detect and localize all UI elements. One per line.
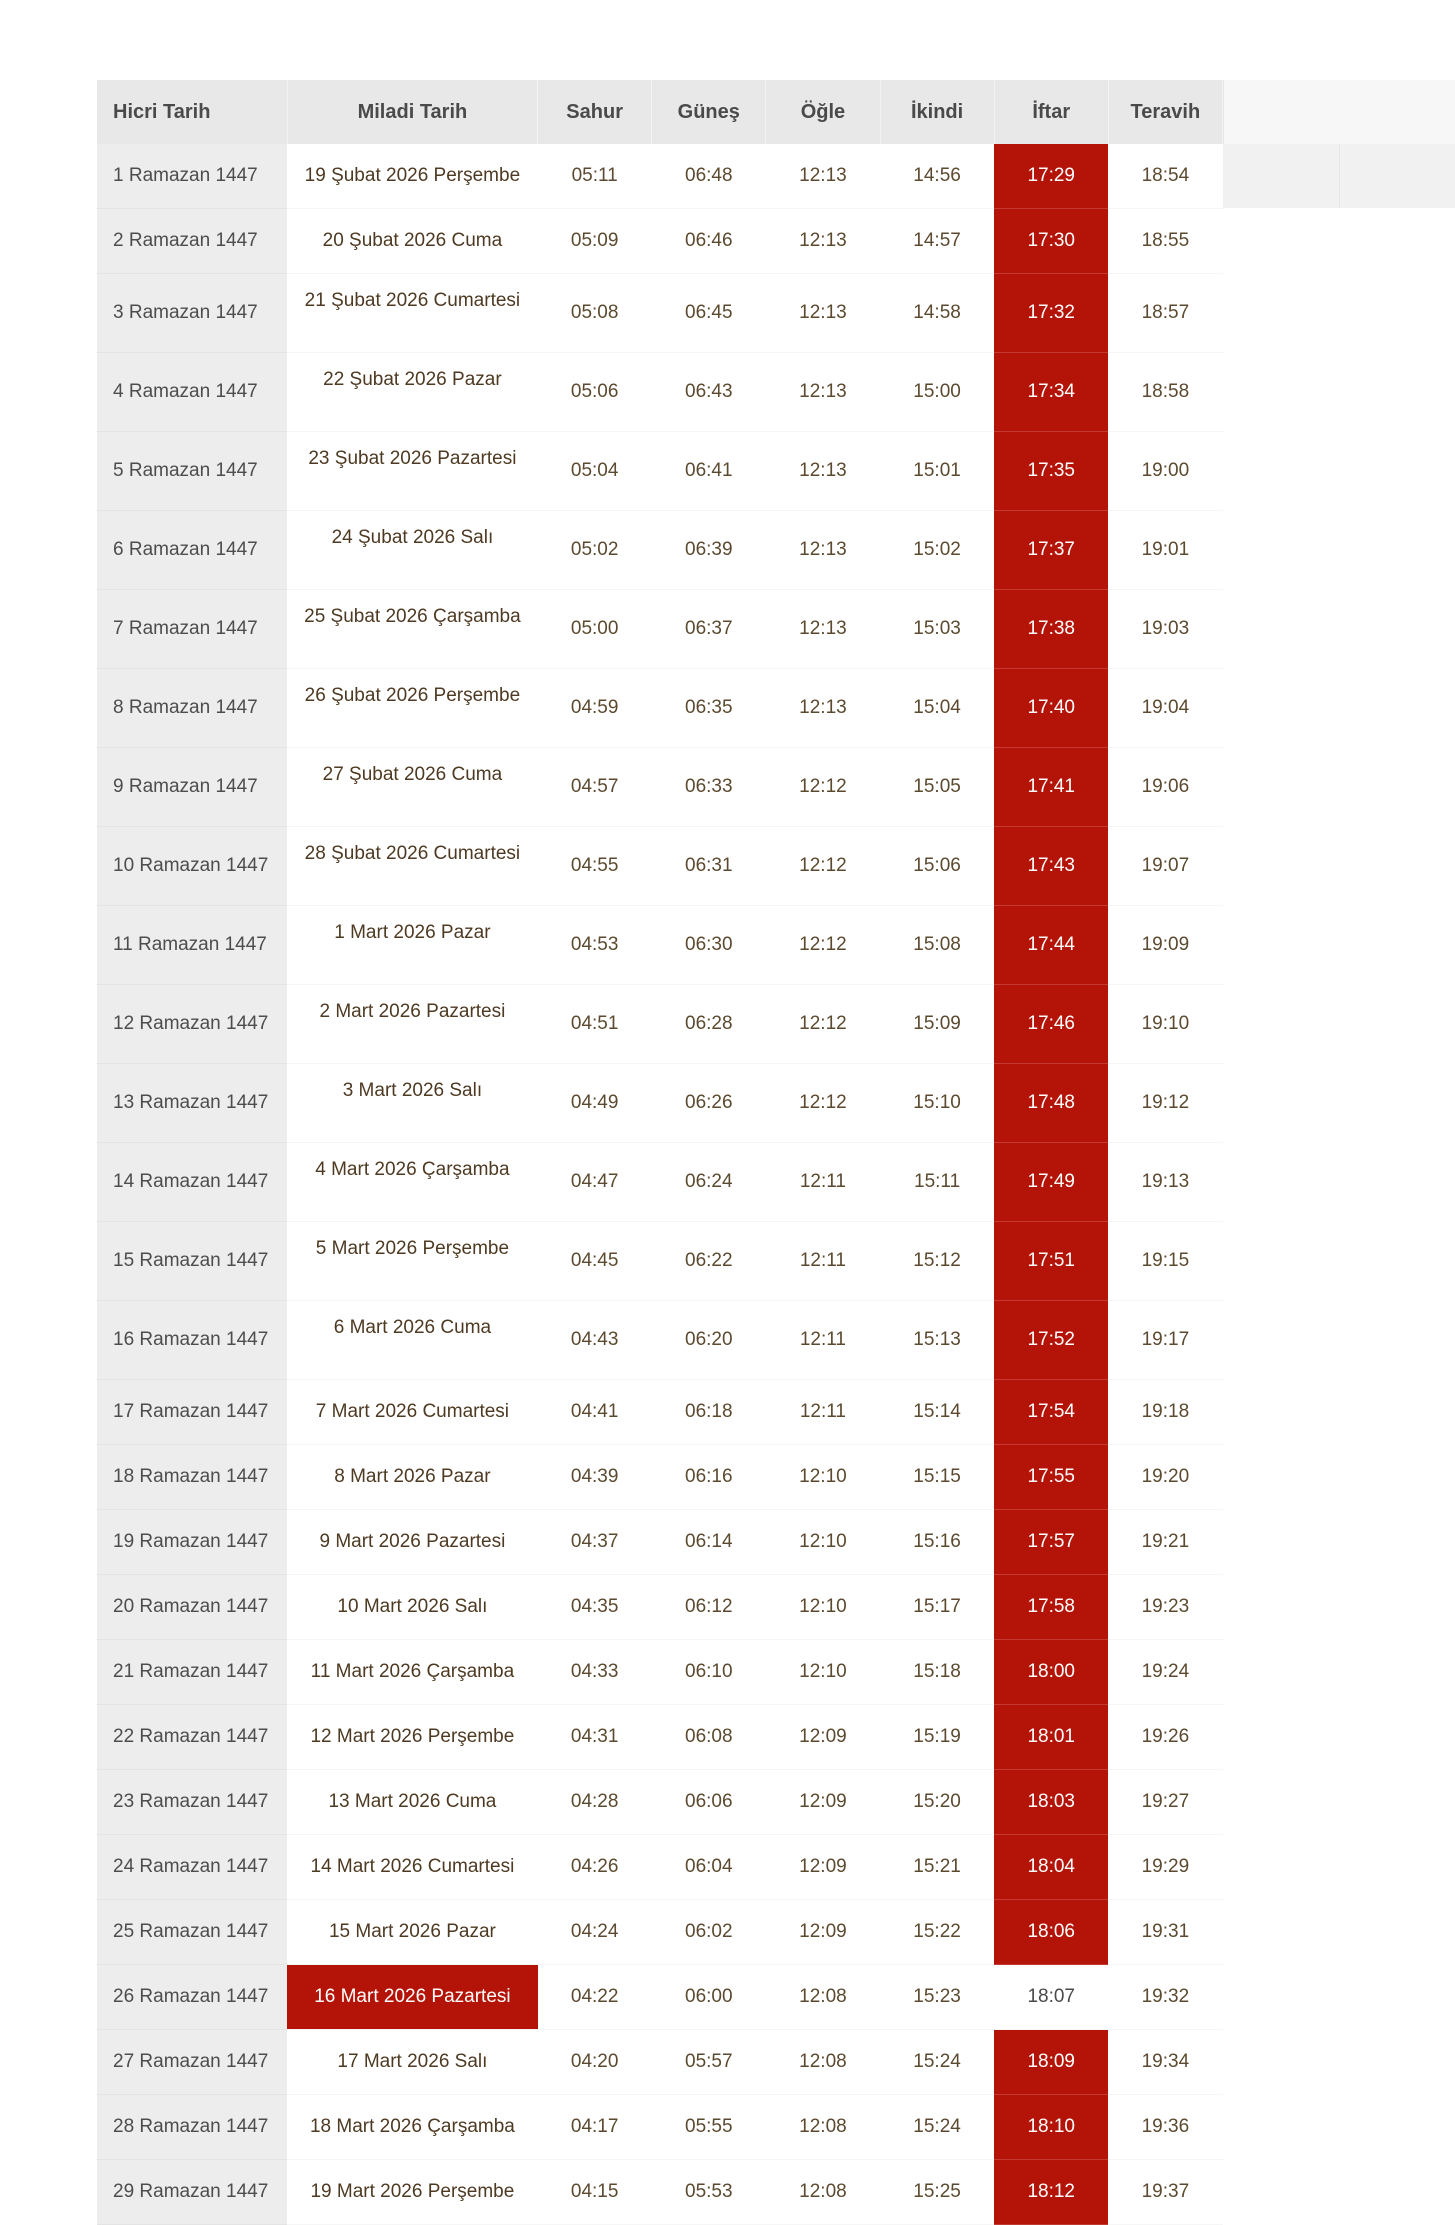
cell-gunes: 06:33 bbox=[652, 748, 766, 827]
cell-iftar: 17:30 bbox=[994, 209, 1108, 274]
cell-ikindi: 15:20 bbox=[880, 1770, 994, 1835]
table-row bbox=[97, 274, 1223, 353]
cell-teravih: 19:27 bbox=[1108, 1770, 1222, 1835]
table-row bbox=[97, 144, 1223, 209]
table-row bbox=[97, 1301, 1223, 1380]
cell-ikindi: 15:13 bbox=[880, 1301, 994, 1380]
cell-gunes: 06:24 bbox=[652, 1143, 766, 1222]
cell-ikindi: 15:11 bbox=[880, 1143, 994, 1222]
cell-sahur: 04:35 bbox=[538, 1575, 652, 1640]
cell-iftar: 17:41 bbox=[994, 748, 1108, 827]
cell-ogle: 12:12 bbox=[766, 748, 880, 827]
cell-teravih: 19:29 bbox=[1108, 1835, 1222, 1900]
table-row bbox=[97, 1510, 1223, 1575]
cell-ogle: 12:12 bbox=[766, 1064, 880, 1143]
table-row bbox=[97, 906, 1223, 985]
cell-hicri: 14 Ramazan 1447 bbox=[97, 1143, 287, 1222]
cell-teravih: 19:34 bbox=[1108, 2030, 1222, 2095]
imsakiye-table bbox=[97, 80, 1223, 2225]
cell-ogle: 12:12 bbox=[766, 985, 880, 1064]
cell-iftar: 18:09 bbox=[994, 2030, 1108, 2095]
cell-gunes: 06:22 bbox=[652, 1222, 766, 1301]
cell-ikindi: 15:04 bbox=[880, 669, 994, 748]
table-row bbox=[97, 1575, 1223, 1640]
cell-ikindi: 15:21 bbox=[880, 1835, 994, 1900]
header-miladi-tarih[interactable]: Miladi Tarih bbox=[287, 80, 537, 144]
cell-iftar: 17:46 bbox=[994, 985, 1108, 1064]
header-ikindi[interactable]: İkindi bbox=[880, 80, 994, 144]
cell-ikindi: 14:58 bbox=[880, 274, 994, 353]
cell-ogle: 12:09 bbox=[766, 1705, 880, 1770]
cell-miladi: 3 Mart 2026 Salı bbox=[287, 1064, 537, 1143]
table-row bbox=[97, 1064, 1223, 1143]
table-row bbox=[97, 1965, 1223, 2030]
cell-hicri: 5 Ramazan 1447 bbox=[97, 432, 287, 511]
cell-miladi: 9 Mart 2026 Pazartesi bbox=[287, 1510, 537, 1575]
cell-ogle: 12:13 bbox=[766, 144, 880, 209]
cell-hicri: 26 Ramazan 1447 bbox=[97, 1965, 287, 2030]
cell-iftar: 17:34 bbox=[994, 353, 1108, 432]
hidden-column-cell bbox=[1223, 144, 1455, 208]
cell-miladi: 12 Mart 2026 Perşembe bbox=[287, 1705, 537, 1770]
cell-teravih: 18:55 bbox=[1108, 209, 1222, 274]
cell-sahur: 05:02 bbox=[538, 511, 652, 590]
cell-sahur: 05:04 bbox=[538, 432, 652, 511]
cell-ikindi: 15:16 bbox=[880, 1510, 994, 1575]
cell-teravih: 19:23 bbox=[1108, 1575, 1222, 1640]
cell-teravih: 19:12 bbox=[1108, 1064, 1222, 1143]
cell-sahur: 04:24 bbox=[538, 1900, 652, 1965]
imsakiye-table-container bbox=[97, 80, 1223, 2225]
table-body bbox=[97, 144, 1223, 2225]
cell-gunes: 06:37 bbox=[652, 590, 766, 669]
cell-sahur: 05:11 bbox=[538, 144, 652, 209]
cell-ikindi: 15:12 bbox=[880, 1222, 994, 1301]
table-row bbox=[97, 1900, 1223, 1965]
cell-hicri: 21 Ramazan 1447 bbox=[97, 1640, 287, 1705]
cell-ikindi: 15:00 bbox=[880, 353, 994, 432]
cell-ogle: 12:13 bbox=[766, 432, 880, 511]
cell-gunes: 06:08 bbox=[652, 1705, 766, 1770]
cell-hicri: 17 Ramazan 1447 bbox=[97, 1380, 287, 1445]
cell-miladi: 11 Mart 2026 Çarşamba bbox=[287, 1640, 537, 1705]
cell-teravih: 19:04 bbox=[1108, 669, 1222, 748]
cell-hicri: 24 Ramazan 1447 bbox=[97, 1835, 287, 1900]
cell-sahur: 04:53 bbox=[538, 906, 652, 985]
cell-ogle: 12:13 bbox=[766, 669, 880, 748]
cell-teravih: 19:31 bbox=[1108, 1900, 1222, 1965]
table-row bbox=[97, 1640, 1223, 1705]
cell-ikindi: 14:57 bbox=[880, 209, 994, 274]
cell-gunes: 06:10 bbox=[652, 1640, 766, 1705]
cell-iftar: 18:01 bbox=[994, 1705, 1108, 1770]
cell-miladi: 27 Şubat 2026 Cuma bbox=[287, 748, 537, 827]
cell-ogle: 12:10 bbox=[766, 1575, 880, 1640]
cell-miladi: 2 Mart 2026 Pazartesi bbox=[287, 985, 537, 1064]
cell-hicri: 3 Ramazan 1447 bbox=[97, 274, 287, 353]
cell-teravih: 19:18 bbox=[1108, 1380, 1222, 1445]
table-row bbox=[97, 2160, 1223, 2225]
table-row bbox=[97, 209, 1223, 274]
cell-teravih: 19:26 bbox=[1108, 1705, 1222, 1770]
cell-miladi: 18 Mart 2026 Çarşamba bbox=[287, 2095, 537, 2160]
cell-miladi: 13 Mart 2026 Cuma bbox=[287, 1770, 537, 1835]
cell-hicri: 29 Ramazan 1447 bbox=[97, 2160, 287, 2225]
cell-miladi: 19 Şubat 2026 Perşembe bbox=[287, 144, 537, 209]
table-row bbox=[97, 511, 1223, 590]
cell-sahur: 04:41 bbox=[538, 1380, 652, 1445]
cell-teravih: 19:32 bbox=[1108, 1965, 1222, 2030]
cell-hicri: 2 Ramazan 1447 bbox=[97, 209, 287, 274]
cell-teravih: 19:00 bbox=[1108, 432, 1222, 511]
cell-hicri: 8 Ramazan 1447 bbox=[97, 669, 287, 748]
cell-iftar: 18:04 bbox=[994, 1835, 1108, 1900]
cell-gunes: 06:20 bbox=[652, 1301, 766, 1380]
cell-teravih: 19:36 bbox=[1108, 2095, 1222, 2160]
cell-iftar: 17:44 bbox=[994, 906, 1108, 985]
cell-miladi: 17 Mart 2026 Salı bbox=[287, 2030, 537, 2095]
cell-hicri: 18 Ramazan 1447 bbox=[97, 1445, 287, 1510]
cell-miladi: 15 Mart 2026 Pazar bbox=[287, 1900, 537, 1965]
cell-iftar: 17:43 bbox=[994, 827, 1108, 906]
cell-gunes: 06:30 bbox=[652, 906, 766, 985]
cell-hicri: 10 Ramazan 1447 bbox=[97, 827, 287, 906]
cell-iftar: 18:03 bbox=[994, 1770, 1108, 1835]
cell-ikindi: 15:06 bbox=[880, 827, 994, 906]
cell-sahur: 04:17 bbox=[538, 2095, 652, 2160]
cell-gunes: 06:04 bbox=[652, 1835, 766, 1900]
cell-teravih: 19:37 bbox=[1108, 2160, 1222, 2225]
header-sahur[interactable]: Sahur bbox=[538, 80, 652, 144]
cell-teravih: 19:21 bbox=[1108, 1510, 1222, 1575]
cell-gunes: 05:57 bbox=[652, 2030, 766, 2095]
cell-hicri: 1 Ramazan 1447 bbox=[97, 144, 287, 209]
cell-ikindi: 15:05 bbox=[880, 748, 994, 827]
cell-sahur: 04:51 bbox=[538, 985, 652, 1064]
cell-iftar: 18:00 bbox=[994, 1640, 1108, 1705]
cell-sahur: 05:00 bbox=[538, 590, 652, 669]
cell-ogle: 12:13 bbox=[766, 590, 880, 669]
cell-ogle: 12:13 bbox=[766, 353, 880, 432]
cell-ikindi: 15:09 bbox=[880, 985, 994, 1064]
header-hicri-tarih[interactable]: Hicri Tarih bbox=[97, 80, 287, 144]
cell-sahur: 04:20 bbox=[538, 2030, 652, 2095]
cell-gunes: 06:14 bbox=[652, 1510, 766, 1575]
cell-sahur: 04:26 bbox=[538, 1835, 652, 1900]
cell-miladi: 1 Mart 2026 Pazar bbox=[287, 906, 537, 985]
cell-sahur: 05:06 bbox=[538, 353, 652, 432]
cell-gunes: 06:02 bbox=[652, 1900, 766, 1965]
cell-gunes: 06:45 bbox=[652, 274, 766, 353]
cell-sahur: 04:47 bbox=[538, 1143, 652, 1222]
cell-iftar: 17:48 bbox=[994, 1064, 1108, 1143]
cell-sahur: 04:45 bbox=[538, 1222, 652, 1301]
cell-hicri: 20 Ramazan 1447 bbox=[97, 1575, 287, 1640]
cell-ikindi: 15:24 bbox=[880, 2095, 994, 2160]
cell-hicri: 9 Ramazan 1447 bbox=[97, 748, 287, 827]
cell-ikindi: 15:22 bbox=[880, 1900, 994, 1965]
cell-gunes: 06:12 bbox=[652, 1575, 766, 1640]
cell-iftar: 18:10 bbox=[994, 2095, 1108, 2160]
cell-hicri: 23 Ramazan 1447 bbox=[97, 1770, 287, 1835]
table-row bbox=[97, 669, 1223, 748]
cell-ogle: 12:09 bbox=[766, 1770, 880, 1835]
cell-miladi: 14 Mart 2026 Cumartesi bbox=[287, 1835, 537, 1900]
table-row bbox=[97, 432, 1223, 511]
cell-iftar: 17:32 bbox=[994, 274, 1108, 353]
cell-ogle: 12:10 bbox=[766, 1510, 880, 1575]
header-teravih[interactable]: Teravih bbox=[1108, 80, 1222, 144]
cell-gunes: 06:28 bbox=[652, 985, 766, 1064]
cell-miladi: 6 Mart 2026 Cuma bbox=[287, 1301, 537, 1380]
cell-ikindi: 15:23 bbox=[880, 1965, 994, 2030]
cell-hicri: 7 Ramazan 1447 bbox=[97, 590, 287, 669]
cell-iftar: 17:35 bbox=[994, 432, 1108, 511]
cell-sahur: 04:31 bbox=[538, 1705, 652, 1770]
cell-hicri: 19 Ramazan 1447 bbox=[97, 1510, 287, 1575]
table-row bbox=[97, 2095, 1223, 2160]
cell-teravih: 19:06 bbox=[1108, 748, 1222, 827]
cell-ogle: 12:11 bbox=[766, 1222, 880, 1301]
table-row bbox=[97, 748, 1223, 827]
cell-ogle: 12:11 bbox=[766, 1301, 880, 1380]
cell-gunes: 05:55 bbox=[652, 2095, 766, 2160]
cell-ikindi: 15:15 bbox=[880, 1445, 994, 1510]
table-row bbox=[97, 1445, 1223, 1510]
cell-hicri: 25 Ramazan 1447 bbox=[97, 1900, 287, 1965]
header-row bbox=[97, 80, 1223, 144]
cell-ikindi: 15:03 bbox=[880, 590, 994, 669]
cell-teravih: 18:58 bbox=[1108, 353, 1222, 432]
cell-miladi: 7 Mart 2026 Cumartesi bbox=[287, 1380, 537, 1445]
cell-iftar: 17:49 bbox=[994, 1143, 1108, 1222]
cell-hicri: 15 Ramazan 1447 bbox=[97, 1222, 287, 1301]
cell-iftar: 17:40 bbox=[994, 669, 1108, 748]
cell-hicri: 16 Ramazan 1447 bbox=[97, 1301, 287, 1380]
cell-miladi: 16 Mart 2026 Pazartesi bbox=[287, 1965, 537, 2030]
cell-miladi: 22 Şubat 2026 Pazar bbox=[287, 353, 537, 432]
cell-sahur: 04:43 bbox=[538, 1301, 652, 1380]
cell-iftar: 17:52 bbox=[994, 1301, 1108, 1380]
cell-miladi: 28 Şubat 2026 Cumartesi bbox=[287, 827, 537, 906]
cell-gunes: 06:06 bbox=[652, 1770, 766, 1835]
cell-sahur: 05:09 bbox=[538, 209, 652, 274]
cell-iftar: 17:29 bbox=[994, 144, 1108, 209]
cell-miladi: 8 Mart 2026 Pazar bbox=[287, 1445, 537, 1510]
cell-gunes: 06:48 bbox=[652, 144, 766, 209]
cell-gunes: 06:26 bbox=[652, 1064, 766, 1143]
cell-miladi: 25 Şubat 2026 Çarşamba bbox=[287, 590, 537, 669]
cell-ogle: 12:11 bbox=[766, 1380, 880, 1445]
cell-teravih: 19:15 bbox=[1108, 1222, 1222, 1301]
cell-sahur: 04:22 bbox=[538, 1965, 652, 2030]
cell-sahur: 04:59 bbox=[538, 669, 652, 748]
cell-iftar: 18:06 bbox=[994, 1900, 1108, 1965]
hidden-column-header bbox=[1223, 80, 1455, 144]
cell-miladi: 10 Mart 2026 Salı bbox=[287, 1575, 537, 1640]
cell-sahur: 04:33 bbox=[538, 1640, 652, 1705]
cell-miladi: 5 Mart 2026 Perşembe bbox=[287, 1222, 537, 1301]
cell-hicri: 28 Ramazan 1447 bbox=[97, 2095, 287, 2160]
cell-teravih: 19:24 bbox=[1108, 1640, 1222, 1705]
cell-ogle: 12:12 bbox=[766, 906, 880, 985]
cell-iftar: 17:54 bbox=[994, 1380, 1108, 1445]
cell-gunes: 06:31 bbox=[652, 827, 766, 906]
table-row bbox=[97, 1705, 1223, 1770]
table-row bbox=[97, 1835, 1223, 1900]
cell-miladi: 26 Şubat 2026 Perşembe bbox=[287, 669, 537, 748]
cell-ikindi: 15:14 bbox=[880, 1380, 994, 1445]
cell-sahur: 04:37 bbox=[538, 1510, 652, 1575]
table-row bbox=[97, 2030, 1223, 2095]
cell-teravih: 19:07 bbox=[1108, 827, 1222, 906]
cell-hicri: 4 Ramazan 1447 bbox=[97, 353, 287, 432]
header-ogle[interactable]: Öğle bbox=[766, 80, 880, 144]
cell-hicri: 12 Ramazan 1447 bbox=[97, 985, 287, 1064]
table-row bbox=[97, 353, 1223, 432]
cell-sahur: 04:15 bbox=[538, 2160, 652, 2225]
cell-ikindi: 15:17 bbox=[880, 1575, 994, 1640]
cell-sahur: 04:28 bbox=[538, 1770, 652, 1835]
cell-hicri: 22 Ramazan 1447 bbox=[97, 1705, 287, 1770]
cell-gunes: 06:35 bbox=[652, 669, 766, 748]
cell-ikindi: 15:24 bbox=[880, 2030, 994, 2095]
cell-miladi: 20 Şubat 2026 Cuma bbox=[287, 209, 537, 274]
cell-teravih: 19:10 bbox=[1108, 985, 1222, 1064]
cell-miladi: 4 Mart 2026 Çarşamba bbox=[287, 1143, 537, 1222]
cell-ikindi: 15:10 bbox=[880, 1064, 994, 1143]
cell-ikindi: 15:19 bbox=[880, 1705, 994, 1770]
cell-hicri: 13 Ramazan 1447 bbox=[97, 1064, 287, 1143]
header-iftar[interactable]: İftar bbox=[994, 80, 1108, 144]
cell-gunes: 06:39 bbox=[652, 511, 766, 590]
cell-gunes: 06:41 bbox=[652, 432, 766, 511]
cell-hicri: 27 Ramazan 1447 bbox=[97, 2030, 287, 2095]
cell-iftar: 17:55 bbox=[994, 1445, 1108, 1510]
table-row bbox=[97, 1222, 1223, 1301]
cell-teravih: 19:03 bbox=[1108, 590, 1222, 669]
table-header bbox=[97, 80, 1223, 144]
table-row bbox=[97, 1380, 1223, 1445]
table-row bbox=[97, 590, 1223, 669]
cell-iftar: 17:57 bbox=[994, 1510, 1108, 1575]
table-row bbox=[97, 1143, 1223, 1222]
cell-ogle: 12:13 bbox=[766, 274, 880, 353]
cell-ogle: 12:09 bbox=[766, 1900, 880, 1965]
cell-iftar: 18:07 bbox=[994, 1965, 1108, 2030]
cell-hicri: 11 Ramazan 1447 bbox=[97, 906, 287, 985]
cell-ogle: 12:10 bbox=[766, 1640, 880, 1705]
cell-ogle: 12:08 bbox=[766, 2160, 880, 2225]
table-row bbox=[97, 827, 1223, 906]
cell-ogle: 12:09 bbox=[766, 1835, 880, 1900]
cell-miladi: 19 Mart 2026 Perşembe bbox=[287, 2160, 537, 2225]
cell-iftar: 18:12 bbox=[994, 2160, 1108, 2225]
cell-gunes: 06:46 bbox=[652, 209, 766, 274]
cell-ogle: 12:08 bbox=[766, 2030, 880, 2095]
cell-ogle: 12:13 bbox=[766, 209, 880, 274]
cell-ogle: 12:08 bbox=[766, 2095, 880, 2160]
table-row bbox=[97, 1770, 1223, 1835]
cell-teravih: 19:01 bbox=[1108, 511, 1222, 590]
cell-miladi: 24 Şubat 2026 Salı bbox=[287, 511, 537, 590]
cell-iftar: 17:37 bbox=[994, 511, 1108, 590]
cell-ikindi: 14:56 bbox=[880, 144, 994, 209]
cell-iftar: 17:38 bbox=[994, 590, 1108, 669]
cell-sahur: 04:55 bbox=[538, 827, 652, 906]
cell-gunes: 05:53 bbox=[652, 2160, 766, 2225]
cell-ikindi: 15:02 bbox=[880, 511, 994, 590]
cell-gunes: 06:18 bbox=[652, 1380, 766, 1445]
cell-gunes: 06:16 bbox=[652, 1445, 766, 1510]
cell-ogle: 12:13 bbox=[766, 511, 880, 590]
cell-hicri: 6 Ramazan 1447 bbox=[97, 511, 287, 590]
cell-miladi: 23 Şubat 2026 Pazartesi bbox=[287, 432, 537, 511]
cell-teravih: 19:20 bbox=[1108, 1445, 1222, 1510]
header-gunes[interactable]: Güneş bbox=[652, 80, 766, 144]
cell-gunes: 06:43 bbox=[652, 353, 766, 432]
cell-ogle: 12:10 bbox=[766, 1445, 880, 1510]
cell-sahur: 04:57 bbox=[538, 748, 652, 827]
cell-iftar: 17:58 bbox=[994, 1575, 1108, 1640]
cell-ogle: 12:08 bbox=[766, 1965, 880, 2030]
cell-iftar: 17:51 bbox=[994, 1222, 1108, 1301]
cell-teravih: 19:13 bbox=[1108, 1143, 1222, 1222]
cell-teravih: 18:54 bbox=[1108, 144, 1222, 209]
cell-sahur: 04:49 bbox=[538, 1064, 652, 1143]
cell-ikindi: 15:18 bbox=[880, 1640, 994, 1705]
cell-teravih: 19:17 bbox=[1108, 1301, 1222, 1380]
cell-sahur: 05:08 bbox=[538, 274, 652, 353]
cell-ogle: 12:11 bbox=[766, 1143, 880, 1222]
table-row bbox=[97, 985, 1223, 1064]
cell-ikindi: 15:01 bbox=[880, 432, 994, 511]
cell-miladi: 21 Şubat 2026 Cumartesi bbox=[287, 274, 537, 353]
cell-sahur: 04:39 bbox=[538, 1445, 652, 1510]
cell-ogle: 12:12 bbox=[766, 827, 880, 906]
cell-ikindi: 15:08 bbox=[880, 906, 994, 985]
cell-gunes: 06:00 bbox=[652, 1965, 766, 2030]
cell-teravih: 19:09 bbox=[1108, 906, 1222, 985]
cell-teravih: 18:57 bbox=[1108, 274, 1222, 353]
cell-ikindi: 15:25 bbox=[880, 2160, 994, 2225]
